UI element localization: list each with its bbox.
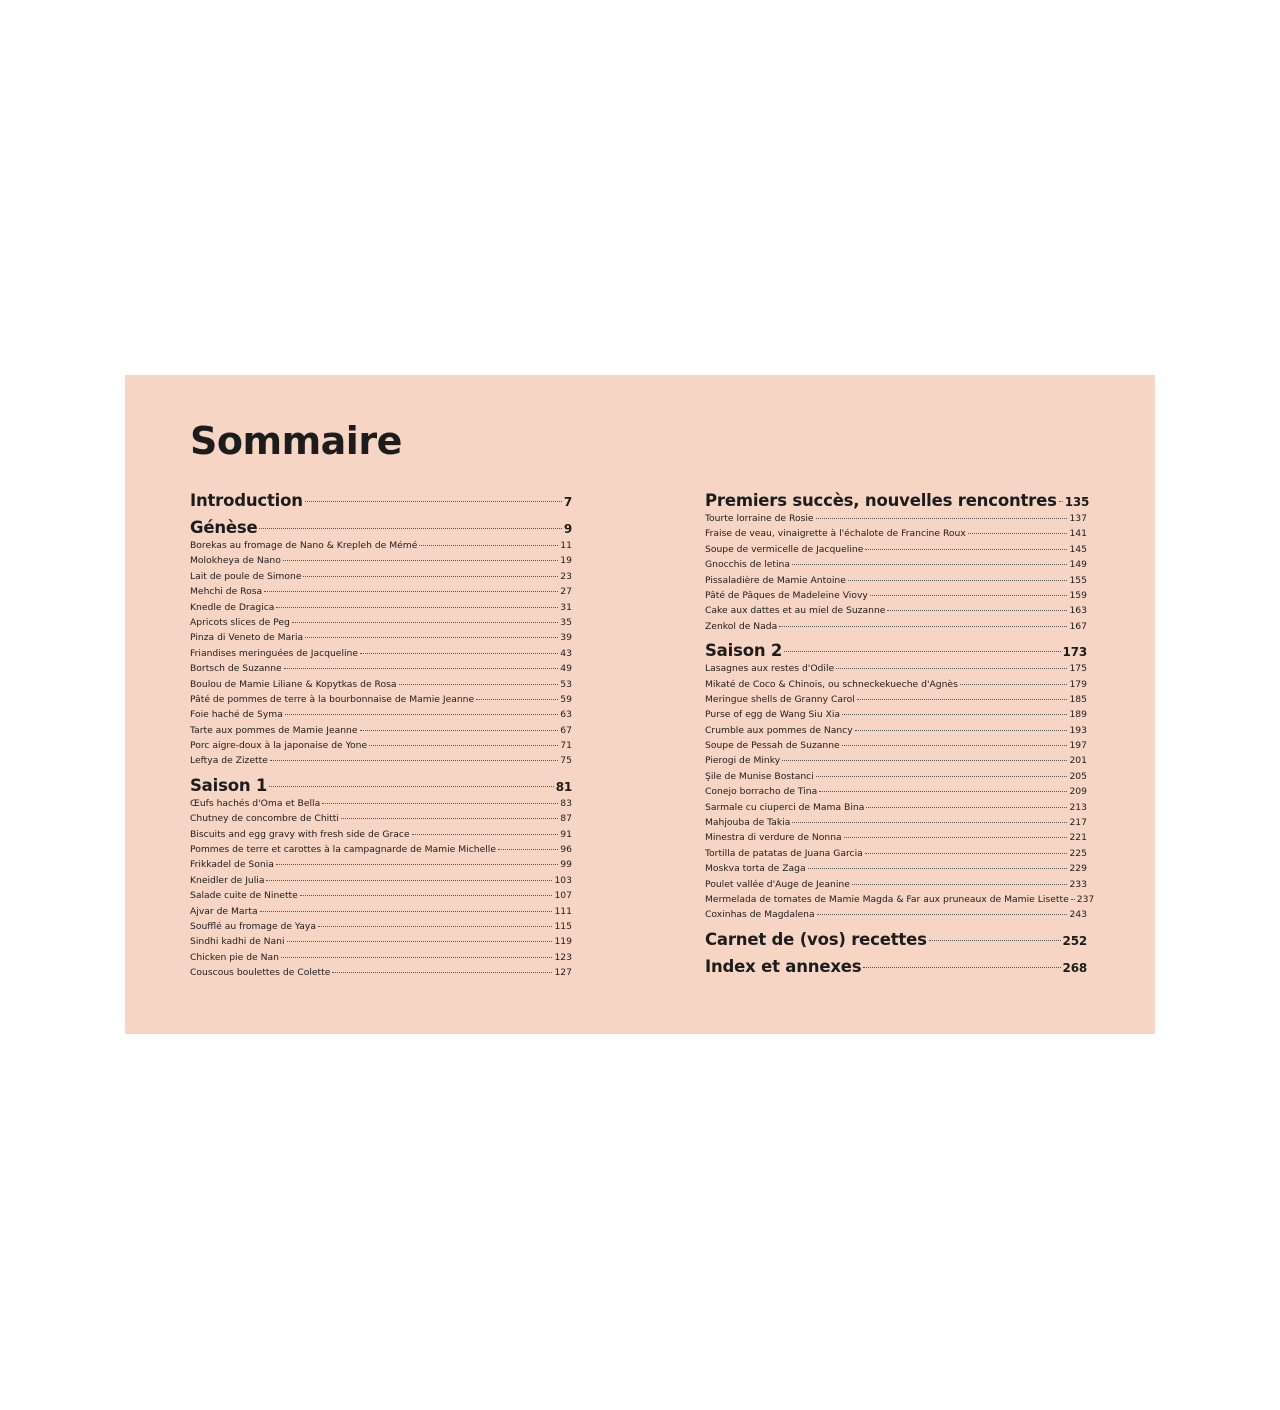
entry-label: Sindhi kadhi de Nani — [190, 936, 285, 948]
toc-entry[interactable] — [190, 661, 572, 676]
entry-label: Bortsch de Suzanne — [190, 663, 282, 675]
dot-leader — [844, 837, 1068, 838]
entry-label: Moskva torta de Zaga — [705, 863, 806, 875]
toc-section — [190, 490, 572, 511]
toc-entry[interactable] — [705, 738, 1087, 753]
page-number: 49 — [560, 663, 572, 675]
toc-section-heading[interactable] — [190, 490, 572, 511]
section-title: Saison 1 — [190, 775, 268, 795]
entry-label: Pissaladière de Mamie Antoine — [705, 574, 846, 586]
toc-section-heading[interactable] — [705, 490, 1090, 511]
dot-leader — [782, 760, 1067, 761]
page-number: 31 — [560, 601, 572, 613]
dot-leader — [842, 745, 1068, 746]
entry-label: Lait de poule de Simone — [190, 570, 302, 582]
dot-leader — [1059, 501, 1063, 502]
dot-leader — [360, 653, 558, 654]
dot-leader — [870, 595, 1068, 596]
entry-label: Tarte aux pommes de Mamie Jeanne — [190, 724, 358, 736]
entry-label: Zenkol de Nada — [705, 620, 778, 632]
page-number: 39 — [560, 632, 572, 644]
toc-entry[interactable] — [705, 677, 1087, 692]
page-number: 252 — [1062, 933, 1087, 948]
entry-label: Couscous boulettes de Colette — [190, 967, 331, 979]
entry-label: Pâté de pommes de terre à la bourbonnaise de Mamie Jeanne — [190, 693, 475, 705]
dot-leader — [260, 911, 553, 912]
page-number: 27 — [560, 586, 572, 598]
page-number: 233 — [1069, 878, 1087, 890]
toc-entry[interactable] — [705, 511, 1087, 526]
page-number: 243 — [1069, 909, 1087, 921]
page-number: 67 — [560, 724, 572, 736]
dot-leader — [266, 880, 552, 881]
toc-entry[interactable] — [705, 707, 1087, 722]
dot-leader — [929, 940, 1061, 941]
dot-leader — [305, 501, 562, 502]
page-number: 81 — [555, 779, 572, 794]
toc-entry[interactable] — [705, 815, 1087, 830]
book-spread — [125, 375, 1155, 1034]
entry-label: Conejo borracho de Tina — [705, 786, 818, 798]
toc-section-heading[interactable] — [705, 640, 1087, 661]
dot-leader — [300, 895, 553, 896]
dot-leader — [284, 668, 559, 669]
toc-entry[interactable] — [705, 800, 1087, 815]
toc-entry[interactable] — [190, 753, 572, 768]
page-number: 225 — [1069, 847, 1087, 859]
toc-entry[interactable] — [190, 827, 572, 842]
toc-entry[interactable] — [190, 811, 572, 826]
section-title: Premiers succès, nouvelles rencontres — [705, 491, 1057, 510]
toc-entry[interactable] — [705, 661, 1087, 676]
dot-leader — [784, 651, 1060, 652]
page-number: 155 — [1069, 574, 1087, 586]
toc-entry[interactable] — [190, 919, 572, 934]
entry-label: Salade cuite de Ninette — [190, 890, 298, 902]
dot-leader — [476, 699, 558, 700]
entry-label: Minestra di verdure de Nonna — [705, 832, 842, 844]
entry-label: Mikaté de Coco & Chinois, ou schneckekueche d'Agnès — [705, 678, 958, 690]
page-number: 135 — [1064, 495, 1090, 509]
entry-label: Friandises meringuées de Jacqueline — [190, 647, 359, 659]
entry-label: Coxinhas de Magdalena — [705, 909, 815, 921]
entry-label: Mahjouba de Takia — [705, 817, 791, 829]
page-number: 63 — [560, 709, 572, 721]
entry-label: Foie haché de Syma — [190, 709, 283, 721]
page-number: 141 — [1069, 528, 1087, 540]
dot-leader — [960, 684, 1068, 685]
toc-entry[interactable] — [190, 707, 572, 722]
page-number: 145 — [1069, 543, 1087, 555]
toc-entry[interactable] — [190, 615, 572, 630]
toc-entry[interactable] — [705, 573, 1087, 588]
page-number: 205 — [1069, 770, 1087, 782]
page-number: 59 — [560, 693, 572, 705]
page-number: 19 — [560, 555, 572, 567]
toc-entry[interactable] — [190, 842, 572, 857]
page-number: 123 — [554, 951, 572, 963]
page-number: 185 — [1069, 693, 1087, 705]
entry-label: Borekas au fromage de Nano & Krepleh de Mémé — [190, 540, 418, 551]
page-number: 111 — [554, 905, 572, 917]
entry-label: Sarmale cu ciuperci de Mama Bina — [705, 801, 865, 813]
toc-entry[interactable] — [190, 646, 572, 661]
page-number: 179 — [1069, 678, 1087, 690]
page-number: 75 — [560, 755, 572, 767]
dot-leader — [303, 576, 558, 577]
toc-entry[interactable] — [705, 542, 1087, 557]
page-number: 175 — [1069, 663, 1087, 675]
dot-leader — [318, 926, 552, 927]
toc-entry[interactable] — [705, 846, 1087, 861]
dot-leader — [866, 807, 1067, 808]
entry-label: Şile de Munise Bostanci — [705, 770, 814, 782]
dot-leader — [399, 684, 559, 685]
toc-section — [705, 490, 1090, 634]
page-number: 137 — [1069, 513, 1087, 524]
dot-leader — [259, 528, 561, 529]
toc-section — [705, 956, 1087, 977]
toc-entry[interactable] — [190, 950, 572, 965]
dot-leader — [305, 637, 558, 638]
entry-label: Boulou de Mamie Liliane & Kopytkas de Rosa — [190, 678, 397, 690]
section-title: Carnet de (vos) recettes — [705, 929, 927, 949]
toc-entry[interactable] — [190, 692, 572, 707]
page-number: 127 — [554, 967, 572, 979]
entry-label: Soupe de vermicelle de Jacqueline — [705, 543, 864, 555]
toc-entry[interactable] — [705, 830, 1087, 845]
dot-leader — [848, 580, 1068, 581]
page-number: 173 — [1062, 645, 1087, 660]
toc-entry[interactable] — [705, 861, 1087, 876]
entry-label: Tourte lorraine de Rosie — [705, 513, 814, 524]
page-number: 221 — [1069, 832, 1087, 844]
toc-section — [705, 929, 1087, 950]
dot-leader — [322, 803, 558, 804]
dot-leader — [819, 791, 1067, 792]
page-number: 237 — [1076, 893, 1095, 905]
page-number: 149 — [1069, 559, 1087, 571]
toc-entry[interactable] — [190, 888, 572, 903]
page-number: 83 — [560, 797, 572, 809]
entry-label: Molokheya de Nano — [190, 555, 281, 567]
toc-entry[interactable] — [190, 569, 572, 584]
dot-leader — [276, 864, 558, 865]
page-number: 23 — [560, 570, 572, 582]
page-number: 201 — [1069, 755, 1087, 767]
toc-entry[interactable] — [705, 877, 1087, 892]
dot-leader — [419, 545, 558, 546]
dot-leader — [270, 760, 558, 761]
entry-label: Poulet vallée d'Auge de Jeanine — [705, 878, 850, 890]
dot-leader — [283, 560, 558, 561]
toc-entry[interactable] — [705, 907, 1087, 922]
page-number: 87 — [560, 813, 572, 825]
entry-label: Œufs hachés d'Oma et Bella — [190, 797, 321, 809]
page-number: 71 — [560, 740, 572, 752]
dot-leader — [341, 818, 558, 819]
page-number: 167 — [1069, 620, 1087, 632]
page-number: 96 — [560, 844, 572, 856]
toc-entry[interactable] — [705, 769, 1087, 784]
dot-leader — [968, 533, 1068, 534]
page-number: 268 — [1062, 960, 1087, 975]
toc-entry[interactable] — [190, 538, 572, 553]
entry-label: Pâté de Pâques de Madeleine Viovy — [705, 589, 868, 601]
entry-label: Ajvar de Marta — [190, 905, 258, 917]
entry-label: Purse of egg de Wang Siu Xia — [705, 709, 841, 721]
entry-label: Soupe de Pessah de Suzanne — [705, 740, 840, 752]
entry-label: Knedle de Dragica — [190, 601, 275, 613]
toc-entry[interactable] — [705, 603, 1087, 618]
toc-entry[interactable] — [705, 619, 1087, 634]
page-number: 99 — [560, 859, 572, 871]
page-number: 9 — [563, 522, 572, 536]
toc-entry[interactable] — [190, 723, 572, 738]
entry-label: Pommes de terre et carottes à la campagnarde de Mamie Michelle — [190, 844, 496, 856]
toc-entry[interactable] — [705, 723, 1087, 738]
toc-column-left — [190, 490, 572, 987]
dot-leader — [292, 622, 558, 623]
toc-entry[interactable] — [705, 526, 1087, 541]
entry-label: Apricots slices de Peg — [190, 616, 290, 628]
toc-entry[interactable] — [705, 753, 1087, 768]
section-title: Index et annexes — [705, 956, 862, 976]
entry-label: Fraise de veau, vinaigrette à l'échalote de Francine Roux — [705, 528, 966, 540]
page-number: 91 — [560, 828, 572, 840]
dot-leader — [836, 668, 1067, 669]
page-number: 7 — [563, 495, 572, 509]
toc-entry[interactable] — [190, 857, 572, 872]
section-title: Saison 2 — [705, 641, 783, 661]
section-title: Génèse — [190, 518, 258, 537]
dot-leader — [498, 849, 558, 850]
toc-entry[interactable] — [705, 692, 1087, 707]
dot-leader — [792, 822, 1067, 823]
dot-leader — [779, 626, 1067, 627]
dot-leader — [264, 591, 558, 592]
toc-entry[interactable] — [190, 584, 572, 599]
toc-entry[interactable] — [190, 904, 572, 919]
page-number: 35 — [560, 616, 572, 628]
entry-label: Leftya de Zizette — [190, 755, 268, 767]
dot-leader — [816, 518, 1068, 519]
entry-label: Soufflé au fromage de Yaya — [190, 920, 316, 932]
dot-leader — [857, 699, 1068, 700]
toc-entry[interactable] — [190, 934, 572, 949]
toc-entry[interactable] — [190, 600, 572, 615]
dot-leader — [865, 549, 1067, 550]
toc-entry[interactable] — [190, 873, 572, 888]
entry-label: Frikkadel de Sonia — [190, 859, 274, 871]
page-number: 213 — [1069, 801, 1087, 813]
page-number: 189 — [1069, 709, 1087, 721]
dot-leader — [269, 786, 553, 787]
dot-leader — [817, 914, 1068, 915]
toc-entry[interactable] — [190, 796, 572, 811]
toc-entry[interactable] — [190, 630, 572, 645]
page-number: 193 — [1069, 724, 1087, 736]
entry-label: Chicken pie de Nan — [190, 951, 279, 963]
dot-leader — [808, 868, 1068, 869]
entry-label: Mermelada de tomates de Mamie Magda & Far aux pruneaux de Mamie Lisette — [705, 893, 1069, 905]
page-number: 217 — [1069, 817, 1087, 829]
entry-label: Kneidler de Julia — [190, 874, 265, 886]
entry-label: Crumble aux pommes de Nancy — [705, 724, 853, 736]
entry-label: Biscuits and egg gravy with fresh side de Grace — [190, 828, 410, 840]
page-number: 107 — [554, 890, 572, 902]
page-number: 163 — [1069, 605, 1087, 617]
page-number: 209 — [1069, 786, 1087, 798]
entry-label: Pierogi de Minky — [705, 755, 781, 767]
entry-label: Mehchi de Rosa — [190, 586, 263, 598]
entry-label: Chutney de concombre de Chitti — [190, 813, 339, 825]
toc-entry[interactable] — [705, 588, 1087, 603]
page-number: 11 — [560, 540, 572, 551]
dot-leader — [816, 776, 1068, 777]
dot-leader — [285, 714, 558, 715]
toc-section — [190, 775, 572, 981]
dot-leader — [1071, 899, 1075, 900]
toc-entry[interactable] — [705, 784, 1087, 799]
toc-entry[interactable] — [705, 557, 1087, 572]
page-number: 119 — [554, 936, 572, 948]
entry-label: Pinza di Veneto de Maria — [190, 632, 304, 644]
dot-leader — [369, 745, 558, 746]
dot-leader — [287, 941, 553, 942]
entry-label: Lasagnes aux restes d'Odile — [705, 663, 835, 675]
dot-leader — [792, 564, 1067, 565]
toc-section — [705, 640, 1095, 923]
toc-entry[interactable] — [190, 965, 572, 980]
entry-label: Meringue shells de Granny Carol — [705, 693, 855, 705]
dot-leader — [852, 884, 1068, 885]
toc-entry[interactable] — [705, 892, 1095, 907]
dot-leader — [855, 730, 1068, 731]
toc-section-heading[interactable] — [705, 929, 1087, 950]
dot-leader — [887, 610, 1067, 611]
dot-leader — [412, 834, 559, 835]
page-number: 229 — [1069, 863, 1087, 875]
entry-label: Cake aux dattes et au miel de Suzanne — [705, 605, 886, 617]
toc-section-heading[interactable] — [705, 956, 1087, 977]
page-title: Sommaire — [190, 419, 402, 463]
page-number: 103 — [554, 874, 572, 886]
dot-leader — [865, 853, 1068, 854]
dot-leader — [842, 714, 1067, 715]
entry-label: Porc aigre-doux à la japonaise de Yone — [190, 740, 368, 752]
dot-leader — [863, 967, 1060, 968]
toc-section — [190, 517, 572, 769]
entry-label: Gnocchis de letina — [705, 559, 790, 571]
dot-leader — [332, 972, 552, 973]
entry-label: Tortilla de patatas de Juana Garcia — [705, 847, 863, 859]
toc-entry[interactable] — [190, 738, 572, 753]
toc-section-heading[interactable] — [190, 775, 572, 796]
toc-section-heading[interactable] — [190, 517, 572, 538]
section-title: Introduction — [190, 491, 303, 510]
toc-entry[interactable] — [190, 677, 572, 692]
page-number: 53 — [560, 678, 572, 690]
dot-leader — [360, 730, 559, 731]
dot-leader — [281, 957, 553, 958]
dot-leader — [276, 607, 558, 608]
page-number: 159 — [1069, 589, 1087, 601]
toc-column-right — [705, 490, 1095, 983]
page-number: 197 — [1069, 740, 1087, 752]
page-number: 43 — [560, 647, 572, 659]
page-number: 115 — [554, 920, 572, 932]
toc-entry[interactable] — [190, 553, 572, 568]
